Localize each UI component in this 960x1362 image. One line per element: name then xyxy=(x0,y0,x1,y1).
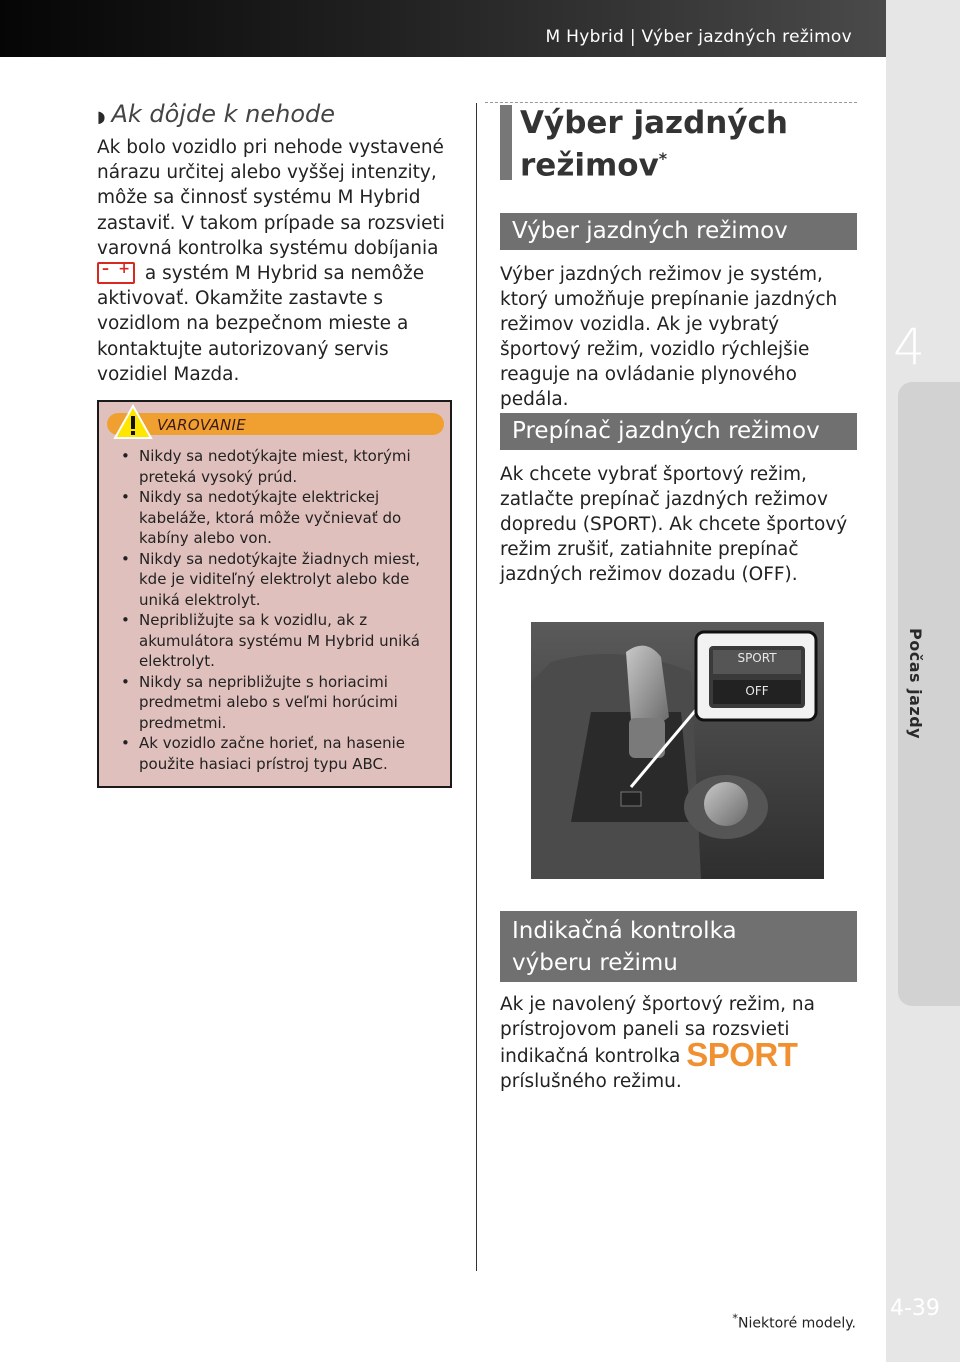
triangle-bullet-icon: ◗ xyxy=(97,107,106,126)
section-title: Prepínač jazdných režimov xyxy=(512,418,820,444)
mode-selection-paragraph: Výber jazdných režimov je systém, ktorý umožňuje prepínanie jazdných režimov vozidla. Ak je vybratý športový režim, vozidlo rýchlejšie reaguje na ovládanie plynového pedála. xyxy=(500,264,838,410)
warning-item: • Nepribližujte sa k vozidlu, ak z akumulátora systému M Hybrid uniká elektrolyt. xyxy=(117,610,439,672)
footnote-mark: * xyxy=(658,149,668,168)
indicator-text-part1: Ak je navolený športový režim, na prístrojovom paneli sa rozsvieti indikačná kontrolka xyxy=(500,994,815,1067)
paragraph-part-2: a systém M Hybrid sa nemôže aktivovať. Okamžite zastavte s vozidlom na bezpečnom mieste a kontaktujte autorizovaný servis vozidiel Mazda. xyxy=(97,263,425,385)
switch-sport-label: SPORT xyxy=(737,651,777,665)
footnote-text: Niektoré modely. xyxy=(738,1315,856,1332)
warning-title: VAROVANIE xyxy=(157,416,247,434)
section-bar-mode-selection xyxy=(500,213,857,250)
chapter-label: Počas jazdy xyxy=(906,628,925,740)
footnote-mark: * xyxy=(732,1311,739,1325)
section-bar-indicator xyxy=(500,911,857,982)
section-title-line2: výberu režimu xyxy=(512,950,678,976)
warning-item: • Nikdy sa nedotýkajte elektrickej kabeláže, ktorá môže vyčnievať do kabíny alebo von. xyxy=(117,487,439,549)
indicator-paragraph xyxy=(500,992,860,1094)
warning-list xyxy=(117,446,439,774)
indicator-text-part2: príslušného režimu. xyxy=(500,1071,682,1092)
warning-item: • Ak vozidlo začne horieť, na hasenie použite hasiaci prístroj typu ABC. xyxy=(117,733,439,774)
section-heading-accident xyxy=(97,100,335,128)
paragraph-part-1: Ak bolo vozidlo pri nehode vystavené nárazu určitej alebo vyššej intenzity, môže sa činnosť systému M Hybrid zastaviť. V takom prípade sa rozsvieti varovná kontrolka systému dobíjania xyxy=(97,137,445,259)
dashed-rule xyxy=(485,102,857,103)
warning-item: • Nikdy sa nedotýkajte žiadnych miest, kde je viditeľný elektrolyt alebo kde uniká elektrolyt. xyxy=(117,549,439,611)
footnote xyxy=(732,1311,856,1332)
warning-box xyxy=(97,400,452,788)
section-title: Výber jazdných režimov xyxy=(512,218,788,244)
switch-off-label: OFF xyxy=(745,684,769,698)
chapter-number: 4 xyxy=(893,318,925,376)
heading-accent-bar xyxy=(500,105,512,180)
center-console-photo xyxy=(531,622,824,879)
main-heading-line2: režimov xyxy=(520,147,659,184)
header-title: M Hybrid | Výber jazdných režimov xyxy=(545,27,852,47)
mode-switch-paragraph: Ak chcete vybrať športový režim, zatlačte prepínač jazdných režimov dopredu (SPORT). Ak chcete športový režim zrušiť, zatiahnite prepínač jazdných režimov dozadu (OFF). xyxy=(500,464,848,585)
accident-paragraph xyxy=(97,135,452,387)
section-title-line1: Indikačná kontrolka xyxy=(512,918,737,944)
main-heading-line1: Výber jazdných xyxy=(520,105,788,141)
column-divider xyxy=(476,103,477,1271)
section-bar-mode-switch xyxy=(500,413,857,450)
heading-text: Ak dôjde k nehode xyxy=(111,100,335,128)
warning-triangle-icon xyxy=(113,404,153,440)
page-number: 4-39 xyxy=(890,1296,940,1321)
battery-warning-icon: – + xyxy=(97,262,135,284)
sport-indicator-icon: SPORT xyxy=(686,1036,798,1073)
warning-item: • Nikdy sa nepribližujte s horiacimi predmetmi alebo s veľmi horúcimi predmetmi. xyxy=(117,672,439,734)
warning-item: • Nikdy sa nedotýkajte miest, ktorými preteká vysoký prúd. xyxy=(117,446,439,487)
